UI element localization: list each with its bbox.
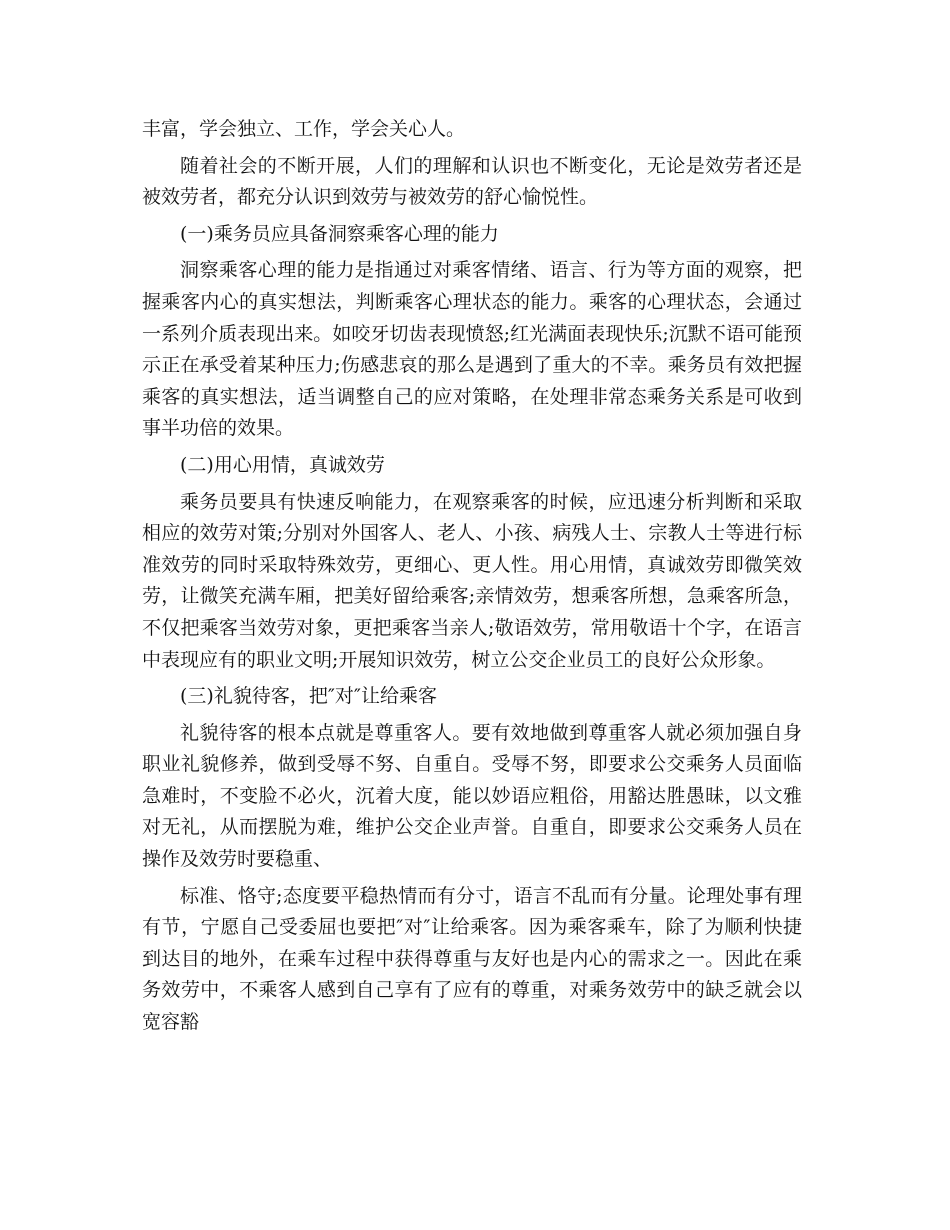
paragraph-section-3b: 标准、恪守;态度要平稳热情而有分寸，语言不乱而有分量。论理处事有理有节，宁愿自己受委屈也要把″对″让给乘客。因为乘客乘车，除了为顺利快捷到达目的地外，在乘车过程中获得尊重与友好也是内心的需求之一。因此在乘务效劳中，不乘客人感到自己享有了应有的尊重，对乘务效劳中的缺乏就会以宽容豁 [142, 884, 802, 1034]
paragraph-section-2: 乘务员要具有快速反响能力，在观察乘客的时候，应迅速分析判断和采取相应的效劳对策;分别对外国客人、老人、小孩、病残人士、宗教人士等进行标准效劳的同时采取特殊效劳，更细心、更人性。用心用情，真诚效劳即微笑效劳，让微笑充满车厢，把美好留给乘客;亲情效劳，想乘客所想，急乘客所急，不仅把乘客当效劳对象，更把乘客当亲人;敬语效劳，常用敬语十个字，在语言中表现应有的职业文明;开展知识效劳，树立公交企业员工的良好公众形象。 [142, 490, 802, 671]
paragraph-continuation: 丰富，学会独立、工作，学会关心人。 [142, 118, 466, 140]
section-heading-3: (三)礼貌待客，把″对″让给乘客 [180, 685, 438, 708]
paragraph-intro: 随着社会的不断开展，人们的理解和认识也不断变化，无论是效劳者还是被效劳者，都充分认识到效劳与被效劳的舒心愉悦性。 [142, 154, 802, 209]
paragraph-section-1: 洞察乘客心理的能力是指通过对乘客情绪、语言、行为等方面的观察，把握乘客内心的真实想法，判断乘客心理状态的能力。乘客的心理状态，会通过一系列介质表现出来。如咬牙切齿表现愤怒;红光满面表现快乐;沉默不语可能预示正在承受着某种压力;伤感悲哀的那么是遇到了重大的不幸。乘务员有效把握乘客的真实想法，适当调整自己的应对策略，在处理非常态乘务关系是可收到事半功倍的效果。 [142, 259, 802, 440]
document-body [142, 114, 802, 1039]
section-heading-2: (二)用心用情，真诚效劳 [180, 453, 385, 476]
paragraph-section-3a: 礼貌待客的根本点就是尊重客人。要有效地做到尊重客人就必须加强自身职业礼貌修养，做到受辱不努、自重自。受辱不努，即要求公交乘务人员面临急难时，不变脸不必火，沉着大度，能以妙语应粗俗，用豁达胜愚昧，以文雅对无礼，从而摆脱为难，维护公交企业声誉。自重自，即要求公交乘务人员在操作及效劳时要稳重、 [142, 721, 802, 871]
section-heading-1: (一)乘务员应具备洞察乘客心理的能力 [180, 222, 499, 245]
